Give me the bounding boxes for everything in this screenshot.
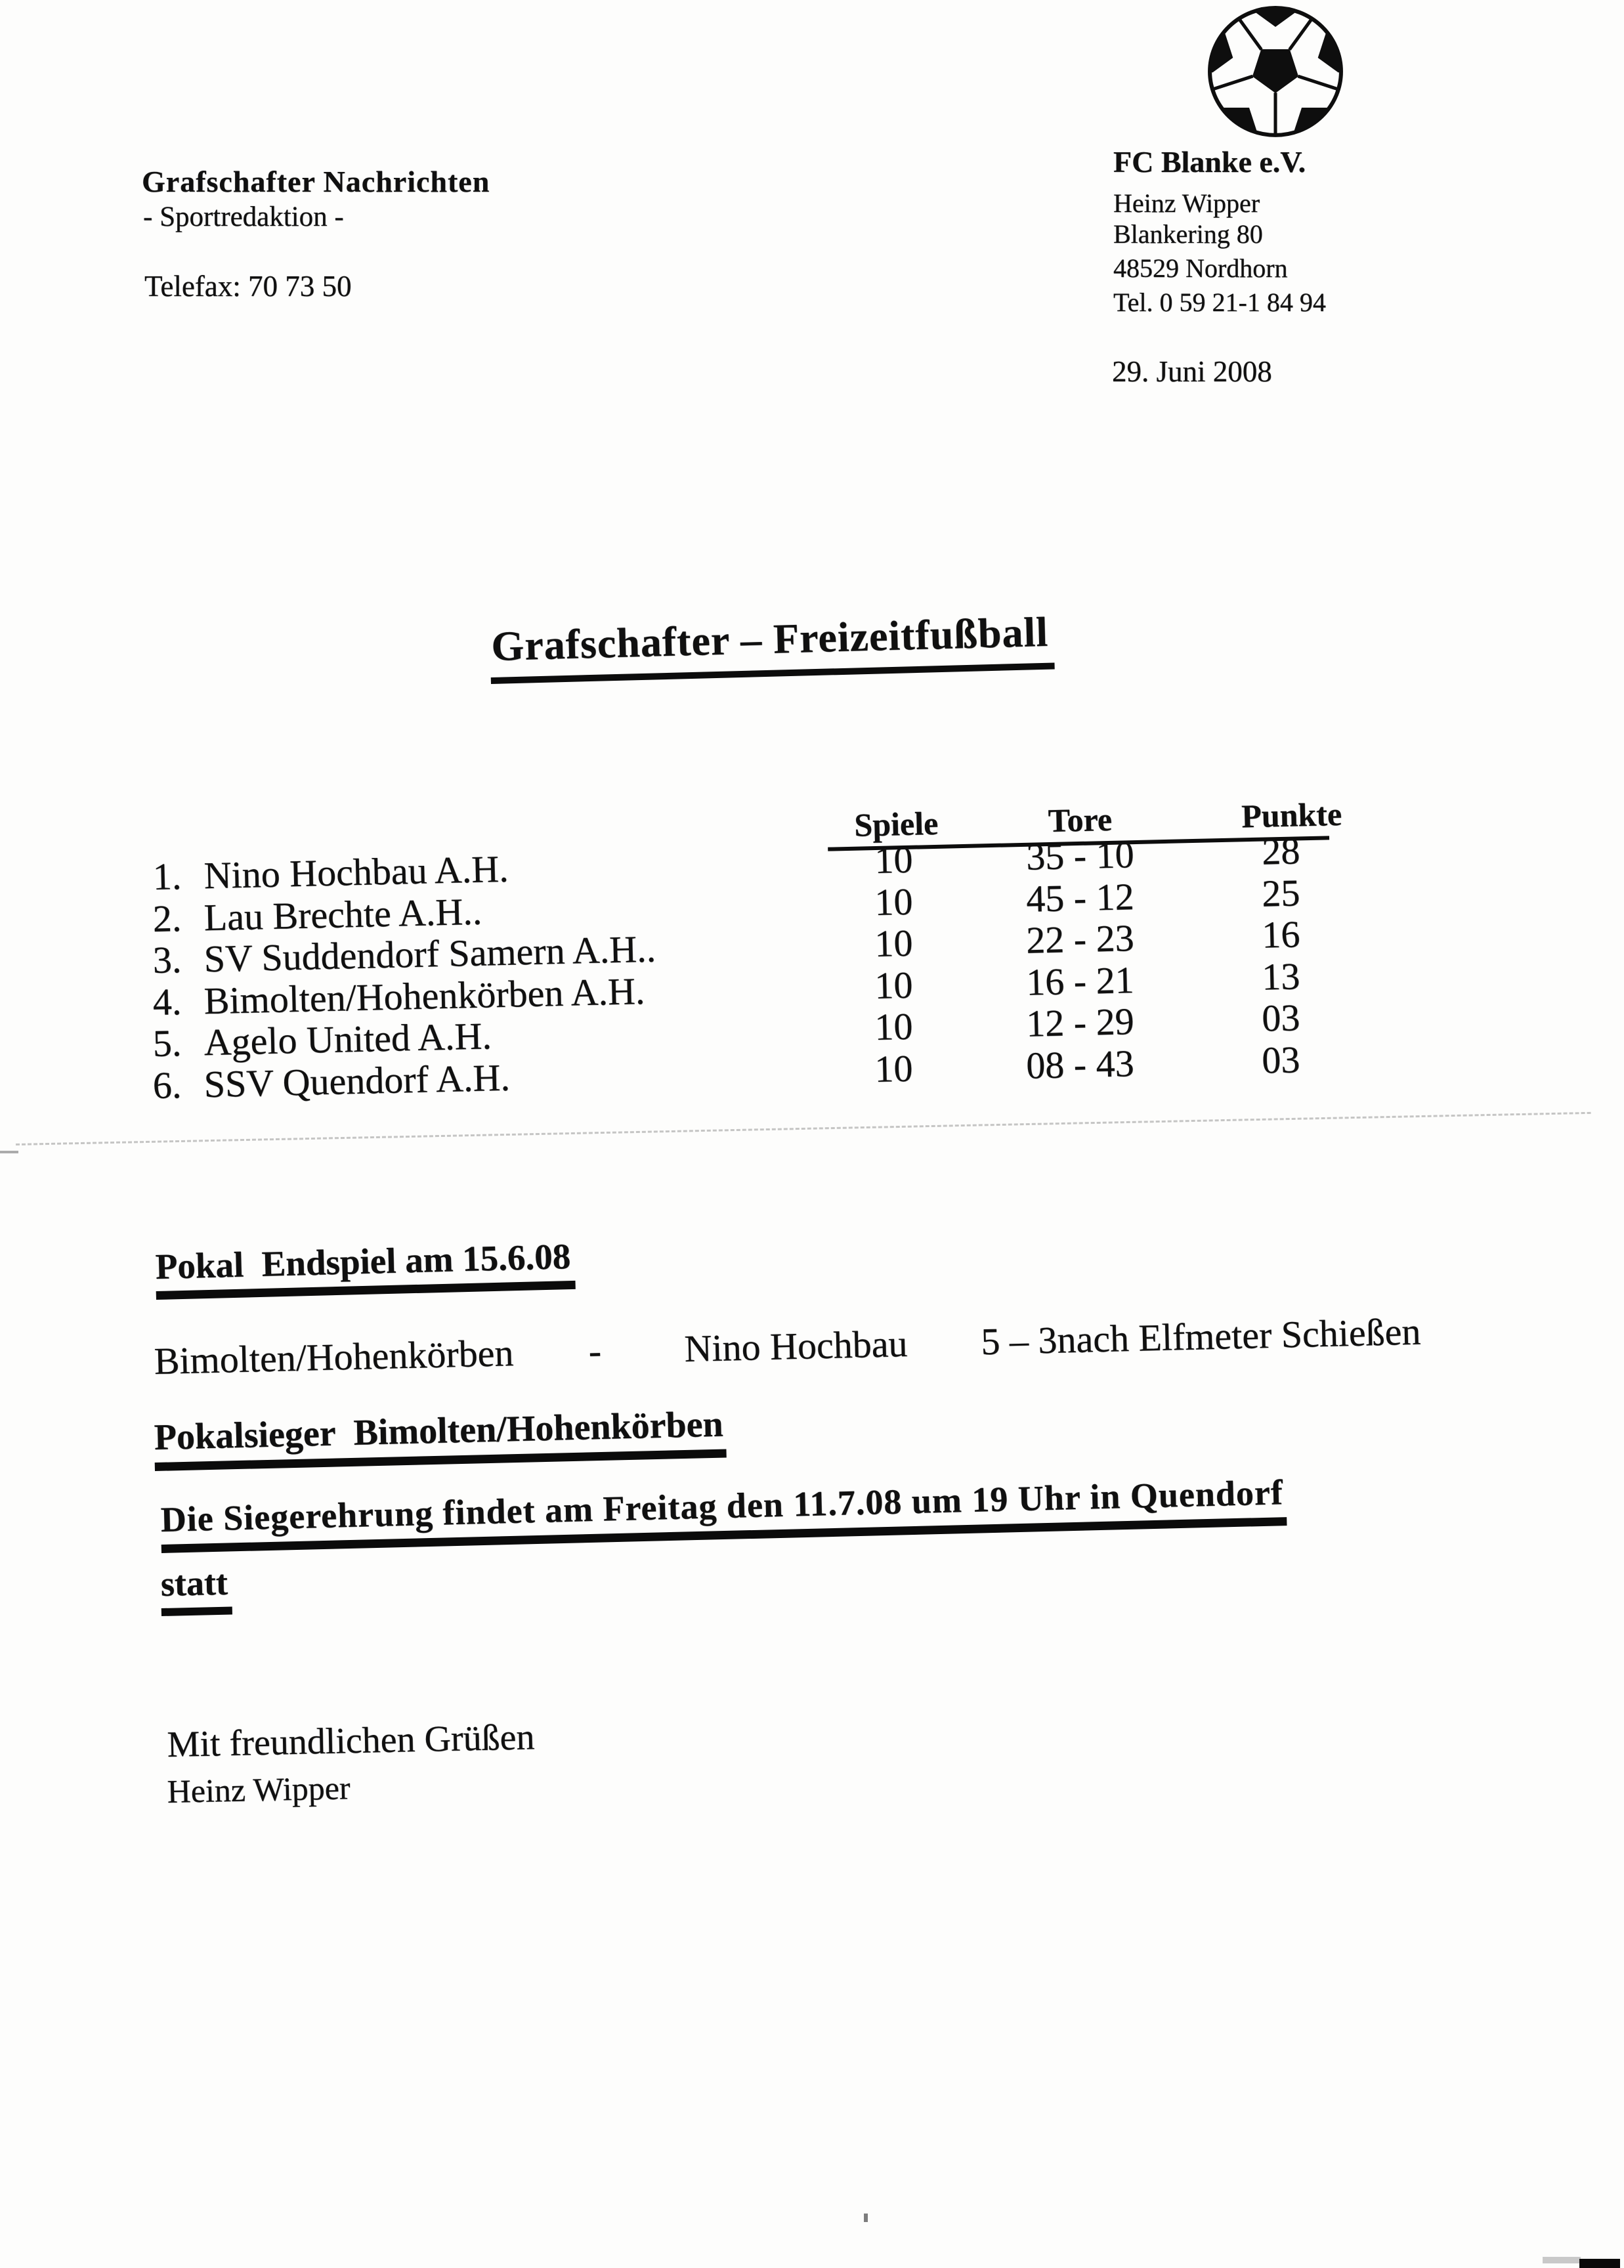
scan-artifact-line (16, 1112, 1591, 1145)
closing-greeting: Mit freundlichen Grüßen (167, 1717, 536, 1765)
team-cell: Nino Hochbau A.H. (203, 847, 509, 897)
punkte-cell: 13 (1261, 954, 1301, 998)
punkte-cell: 16 (1261, 912, 1301, 956)
cup-final-heading: Pokal Endspiel am 15.6.08 (155, 1235, 575, 1300)
tore-cell: 22 - 23 (1025, 916, 1135, 962)
spiele-cell: 10 (874, 838, 914, 882)
scan-speck (864, 2214, 868, 2222)
punkte-cell: 03 (1261, 1038, 1301, 1082)
rank-cell: 1. (152, 855, 182, 898)
match-result: 5 – 3nach Elfmeter Schießen (980, 1310, 1422, 1363)
recipient-name: Grafschafter Nachrichten (142, 165, 490, 198)
column-header-spiele: Spiele (853, 804, 939, 844)
recipient-fax-number: Telefax: 70 73 50 (144, 270, 352, 303)
match-home-team: Bimolten/Hohenkörben (154, 1331, 515, 1382)
match-away-team: Nino Hochbau (683, 1321, 908, 1370)
tore-cell: 16 - 21 (1025, 958, 1135, 1004)
scan-edge-gray-mark (1543, 2257, 1581, 2263)
spiele-cell: 10 (874, 880, 914, 924)
rank-cell: 4. (152, 980, 182, 1023)
spiele-cell: 10 (874, 963, 914, 1008)
document-date: 29. Juni 2008 (1112, 355, 1272, 388)
spiele-cell: 10 (874, 1046, 914, 1091)
page-title: Grafschafter – Freizeitfußball (490, 608, 1055, 684)
cup-final-match-line (154, 1308, 1467, 1392)
sender-contact-name: Heinz Wipper (1113, 188, 1260, 218)
team-cell: Bimolten/Hohenkörben A.H. (203, 969, 646, 1023)
punkte-cell: 28 (1261, 829, 1301, 873)
column-header-punkte: Punkte (1241, 795, 1342, 835)
team-cell: SSV Quendorf A.H. (203, 1056, 511, 1106)
sender-phone: Tel. 0 59 21-1 84 94 (1113, 288, 1326, 317)
punkte-cell: 03 (1261, 996, 1301, 1040)
rank-cell: 6. (152, 1063, 182, 1107)
team-cell: SV Suddendorf Samern A.H.. (203, 927, 656, 981)
ceremony-announcement-line2: statt (160, 1562, 232, 1616)
scan-edge-black-mark (1579, 2259, 1620, 2268)
rank-cell: 2. (152, 897, 182, 940)
sender-club-name: FC Blanke e.V. (1113, 145, 1306, 179)
team-cell: Lau Brechte A.H.. (203, 889, 482, 939)
cup-winner-line: Pokalsieger Bimolten/Hohenkörben (154, 1403, 727, 1471)
rank-cell: 5. (152, 1021, 182, 1065)
recipient-department: - Sportredaktion - (143, 202, 344, 232)
soccer-ball-icon (1205, 5, 1346, 142)
tore-cell: 08 - 43 (1025, 1042, 1135, 1087)
rank-cell: 3. (152, 938, 182, 981)
sender-city: 48529 Nordhorn (1113, 253, 1288, 283)
closing-signature: Heinz Wipper (167, 1769, 351, 1810)
sender-street: Blankering 80 (1113, 219, 1263, 249)
tore-cell: 35 - 10 (1025, 833, 1135, 878)
tore-cell: 12 - 29 (1025, 1000, 1135, 1045)
column-header-tore: Tore (1048, 800, 1113, 840)
tore-cell: 45 - 12 (1025, 875, 1135, 920)
match-separator: - (588, 1329, 602, 1373)
team-cell: Agelo United A.H. (203, 1014, 492, 1064)
ceremony-announcement-line1: Die Siegerehrung findet am Freitag den 11.7.08 um 19 Uhr in Quendorf (160, 1472, 1287, 1553)
spiele-cell: 10 (874, 1004, 914, 1049)
spiele-cell: 10 (874, 921, 914, 966)
scan-artifact-mark (0, 1151, 18, 1153)
punkte-cell: 25 (1261, 871, 1301, 915)
